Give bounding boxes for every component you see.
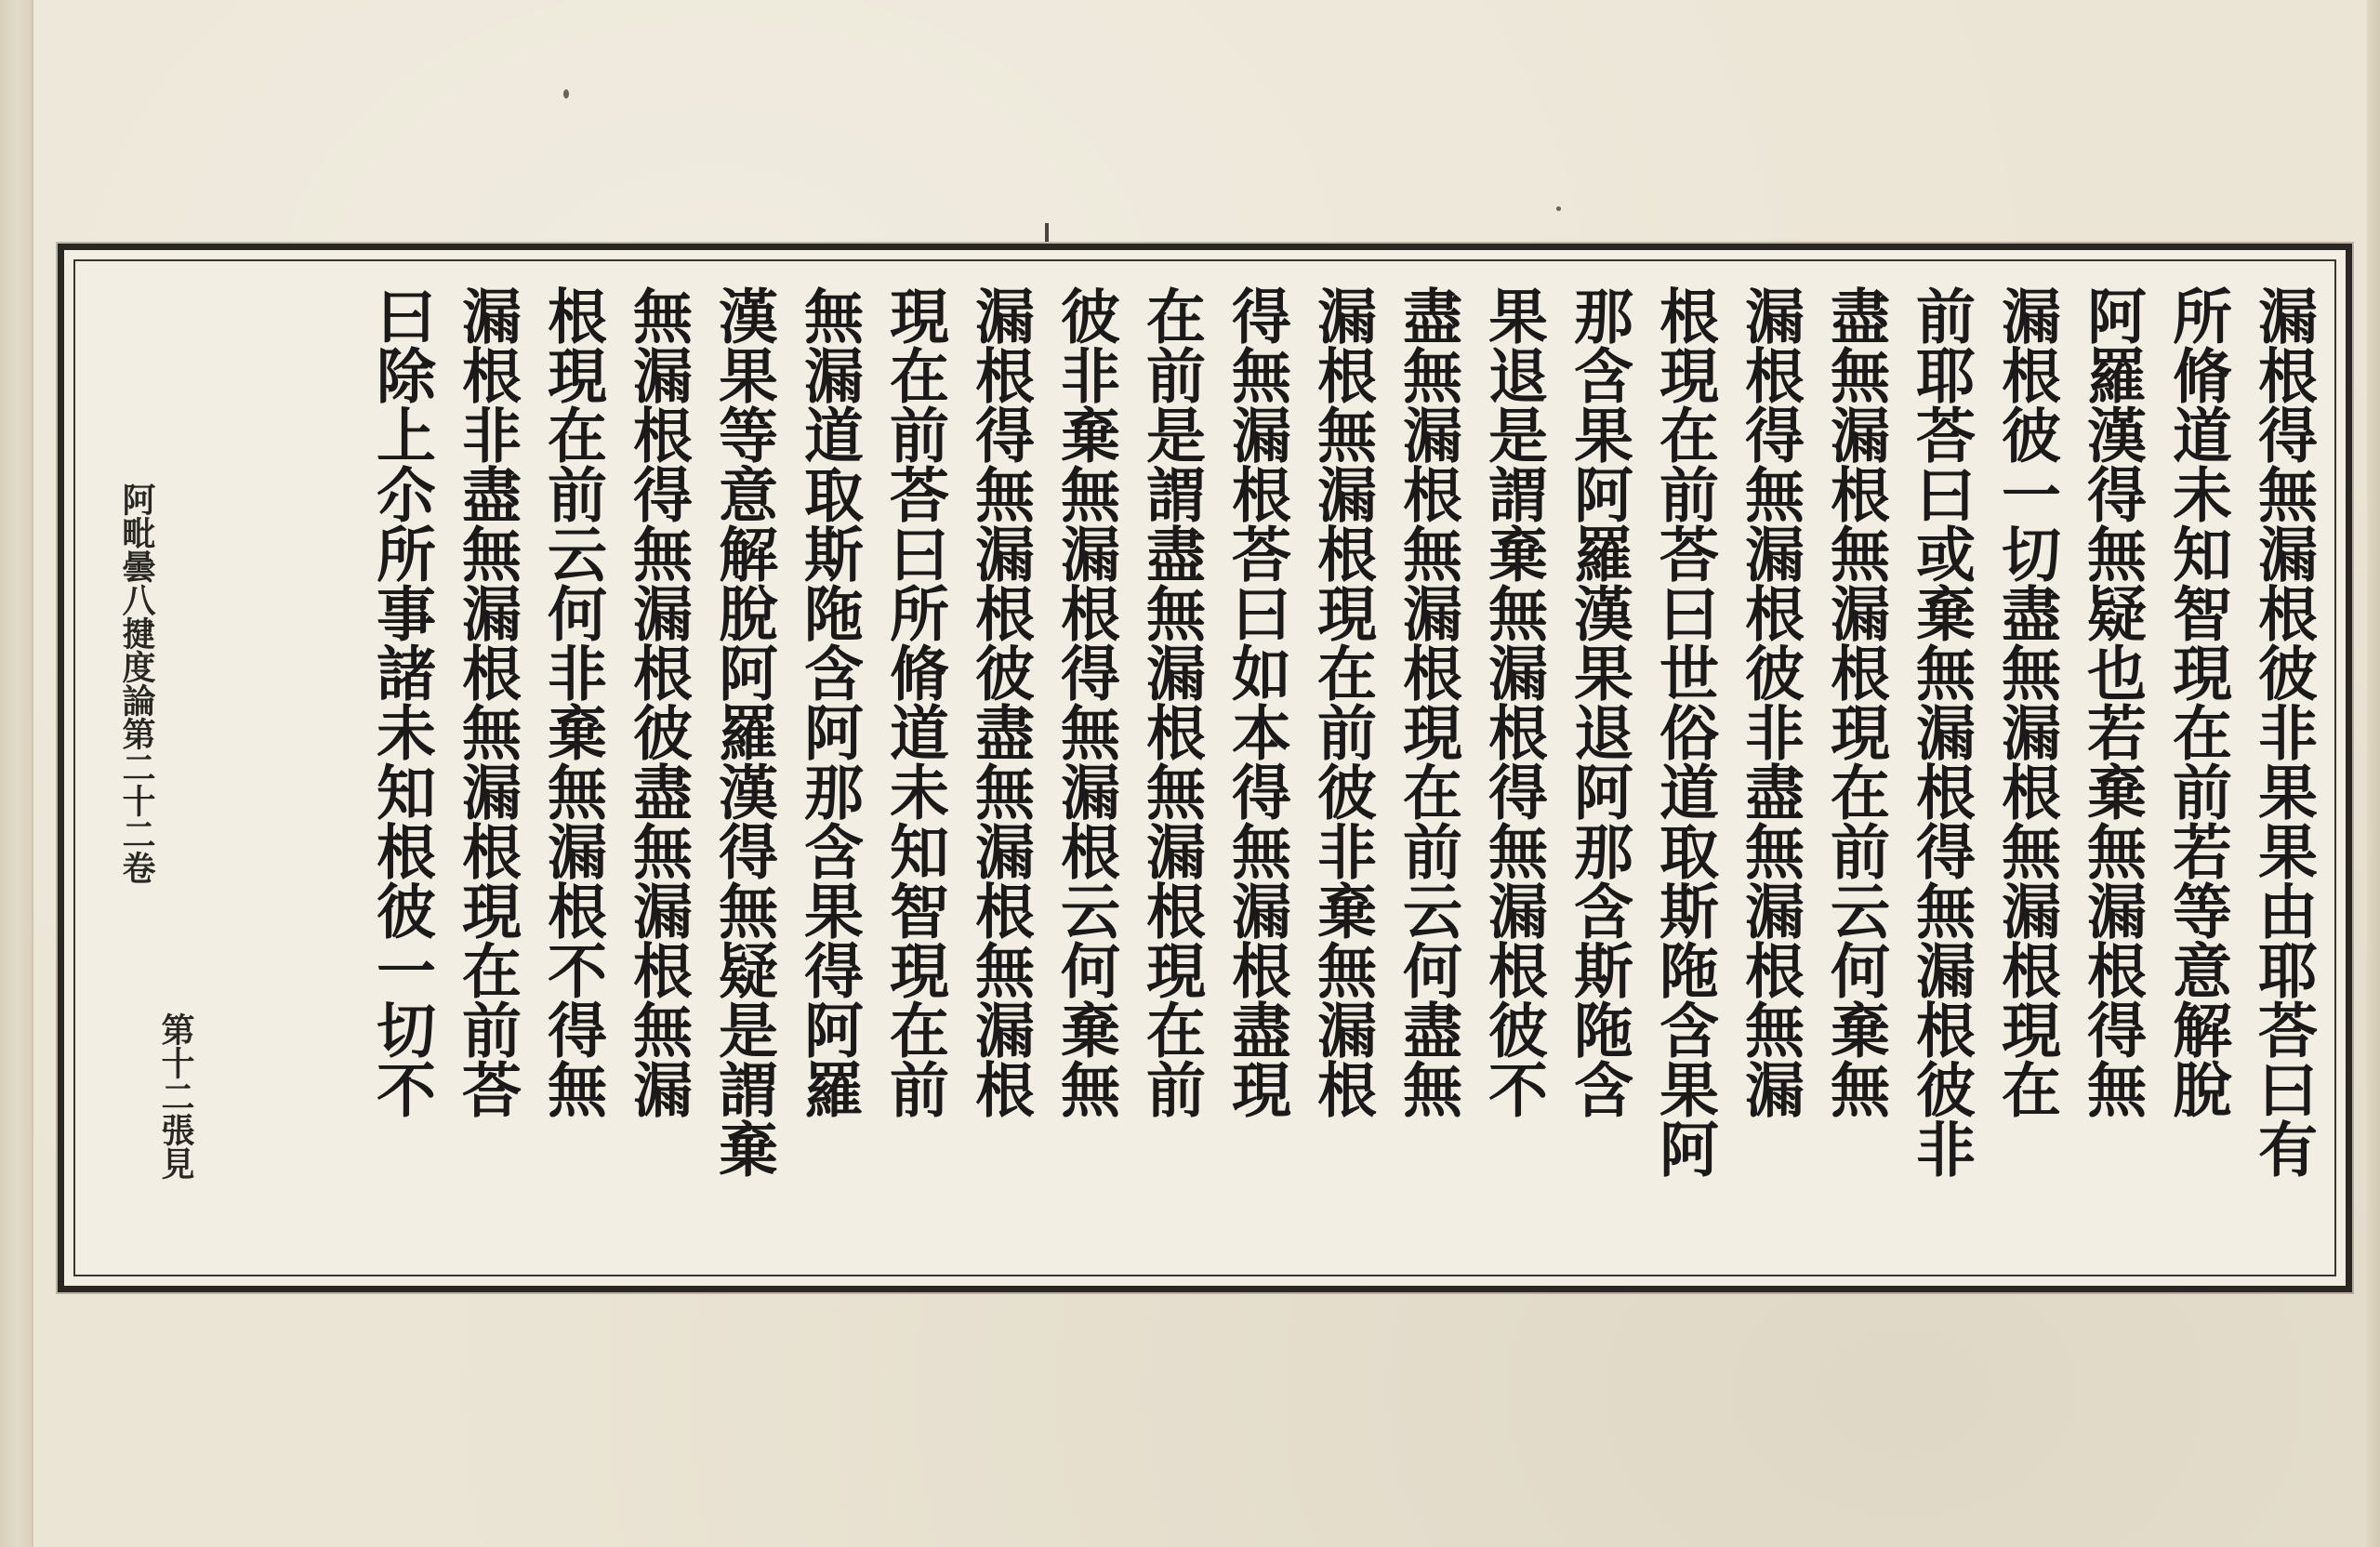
text-column: 漏根非盡無漏根無漏根現在前荅 (452, 285, 522, 1118)
ink-speck (1045, 223, 1049, 242)
volume-title: 阿毗曇八揵度論第二十二卷 (117, 483, 156, 884)
text-column: 根現在前云何非棄無漏根不得無 (537, 285, 607, 1118)
text-column: 果退是謂棄無漏根得無漏根彼不 (1478, 285, 1548, 1118)
text-column: 盡無漏根無漏根現在前云何棄無 (1820, 285, 1890, 1118)
text-column: 漏根得無漏根彼非果果由耶荅曰有 (2248, 285, 2318, 1178)
page-number: 第十二張見 (156, 1012, 195, 1180)
text-column: 漏根得無漏根彼盡無漏根無漏根 (965, 285, 1035, 1118)
text-column: 盡無漏根無漏根現在前云何盡無 (1393, 285, 1462, 1118)
page-number-caption (155, 1012, 196, 1180)
text-column: 在前是謂盡無漏根無漏根現在前 (1136, 285, 1206, 1118)
text-column: 得無漏根荅曰如本得無漏根盡現 (1222, 285, 1291, 1118)
ink-speck (563, 89, 569, 99)
text-column: 曰除上尒所事諸未知根彼一切不 (366, 285, 436, 1118)
text-column: 根現在前荅曰世俗道取斯陁含果阿 (1649, 285, 1719, 1178)
text-column: 無漏道取斯陁含阿那含果得阿羅 (794, 285, 864, 1118)
left-binding-edge (0, 0, 33, 1547)
text-column: 無漏根得無漏根彼盡無漏根無漏 (623, 285, 693, 1118)
text-column: 阿羅漢得無疑也若棄無漏根得無 (2077, 285, 2147, 1118)
text-column: 漏根無漏根現在前彼非棄無漏根 (1307, 285, 1377, 1118)
text-column: 所脩道未知智現在前若等意解脫 (2162, 285, 2232, 1118)
text-column: 漢果等意解脫阿羅漢得無疑是謂棄 (708, 285, 778, 1178)
text-column: 彼非棄無漏根得無漏根云何棄無 (1051, 285, 1120, 1118)
print-block-frame (58, 244, 2352, 1292)
text-column: 前耶荅曰或棄無漏根得無漏根彼非 (1906, 285, 1976, 1178)
right-page-edge (2367, 0, 2380, 1547)
text-column: 漏根得無漏根彼非盡無漏根無漏 (1735, 285, 1805, 1118)
ink-speck (1556, 206, 1561, 211)
text-column: 那含果阿羅漢果退阿那含斯陁含 (1564, 285, 1633, 1118)
text-columns (358, 285, 2325, 1271)
colophon-caption (116, 483, 157, 884)
text-column: 現在前荅曰所脩道未知智現在前 (879, 285, 949, 1118)
text-column: 漏根彼一切盡無漏根無漏根現在 (1991, 285, 2061, 1118)
